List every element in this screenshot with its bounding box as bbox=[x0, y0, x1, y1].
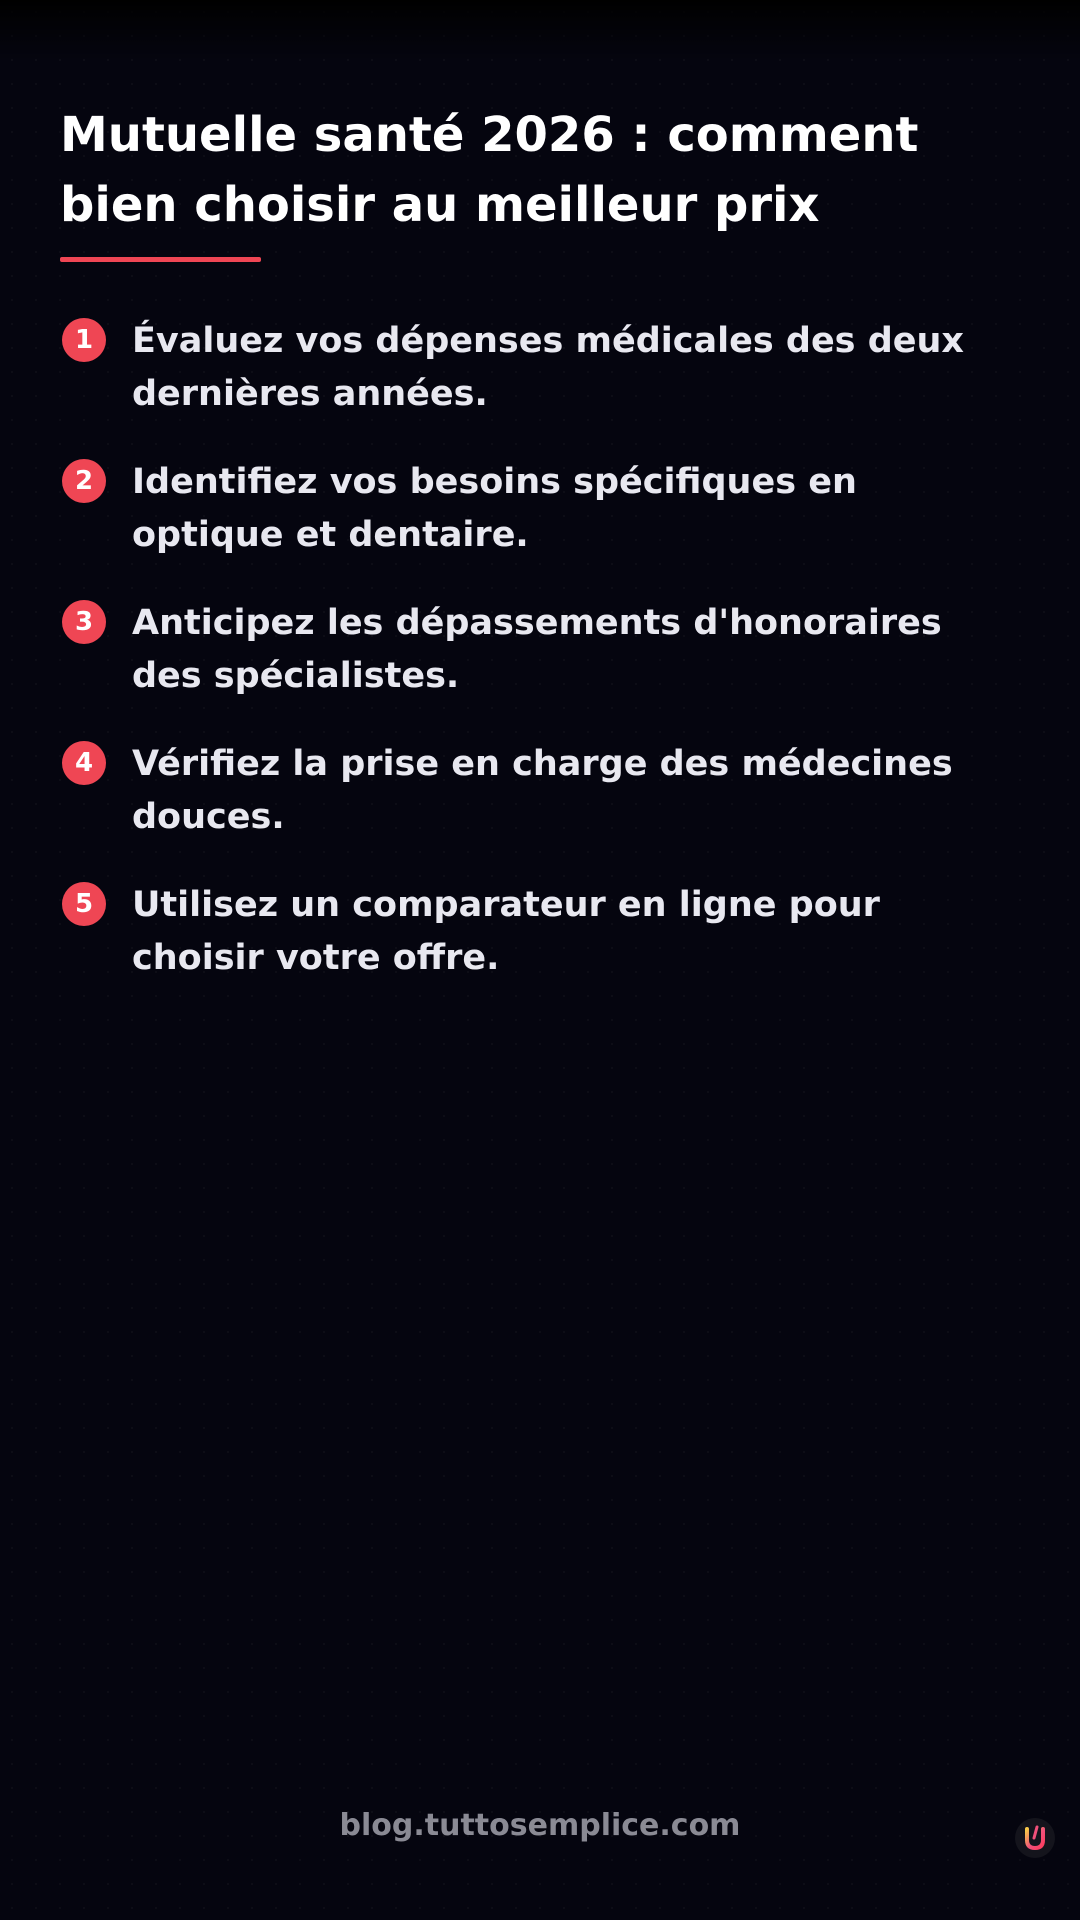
step-text-line-2: optique et dentaire. bbox=[132, 515, 529, 555]
title-line-2: bien choisir au meilleur prix bbox=[60, 177, 820, 233]
step-text-line-2: choisir votre offre. bbox=[132, 938, 500, 978]
tuttosemplice-logo-icon bbox=[1015, 1818, 1055, 1858]
step-item bbox=[60, 597, 1020, 738]
step-text bbox=[132, 738, 1022, 844]
step-text bbox=[132, 456, 1022, 562]
step-number-badge: 1 bbox=[62, 318, 106, 362]
step-item bbox=[60, 456, 1020, 597]
step-text-line-2: des spécialistes. bbox=[132, 656, 460, 696]
step-text-line-1: Utilisez un comparateur en ligne pour bbox=[132, 885, 880, 925]
footer-url: blog.tuttosemplice.com bbox=[339, 1808, 741, 1843]
title-underline bbox=[60, 257, 261, 262]
step-text bbox=[132, 315, 1022, 421]
step-number-badge: 3 bbox=[62, 600, 106, 644]
step-item bbox=[60, 315, 1020, 456]
step-number-badge: 4 bbox=[62, 741, 106, 785]
step-item bbox=[60, 738, 1020, 879]
step-text-line-2: douces. bbox=[132, 797, 285, 837]
step-number-badge: 5 bbox=[62, 882, 106, 926]
step-text-line-2: dernières années. bbox=[132, 374, 488, 414]
step-text bbox=[132, 597, 1022, 703]
step-text-line-1: Évaluez vos dépenses médicales des deux bbox=[132, 321, 964, 361]
top-shade bbox=[0, 0, 1080, 60]
step-text-line-1: Identifiez vos besoins spécifiques en bbox=[132, 462, 857, 502]
step-text-line-1: Anticipez les dépassements d'honoraires bbox=[132, 603, 942, 643]
steps-list bbox=[60, 315, 1020, 1020]
step-text-line-1: Vérifiez la prise en charge des médecines bbox=[132, 744, 953, 784]
page-title bbox=[60, 100, 1020, 240]
title-line-1: Mutuelle santé 2026 : comment bbox=[60, 107, 919, 163]
step-number-badge: 2 bbox=[62, 459, 106, 503]
step-item bbox=[60, 879, 1020, 1020]
step-text bbox=[132, 879, 1022, 985]
